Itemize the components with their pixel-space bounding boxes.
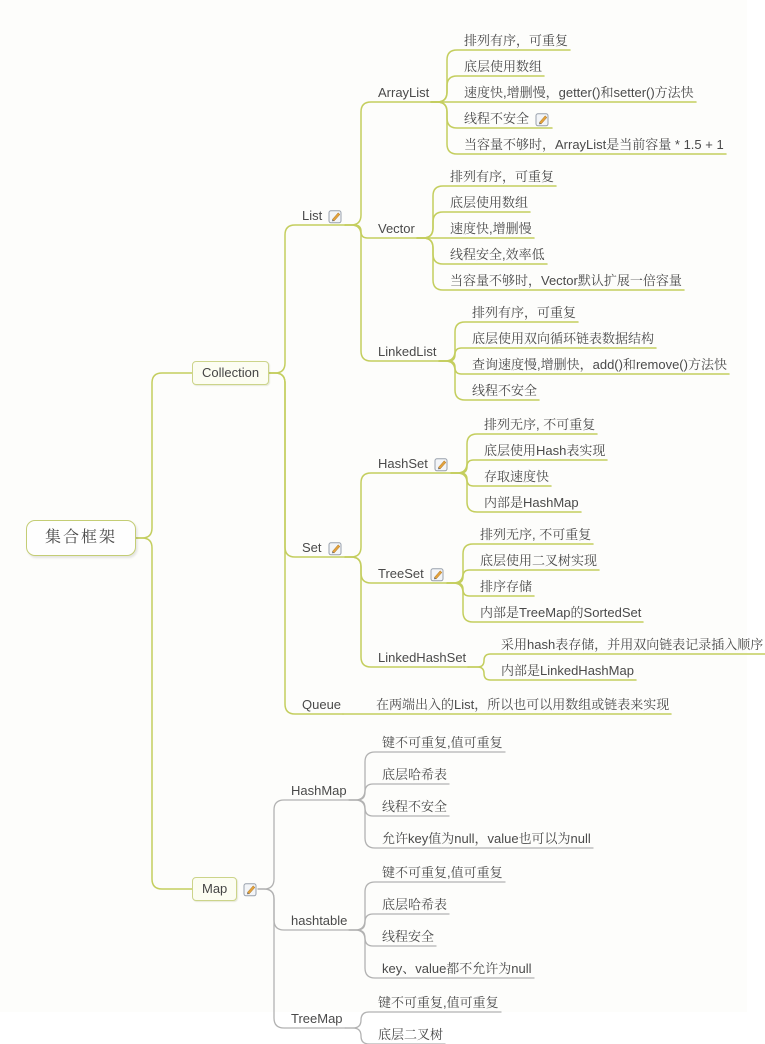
leaf-label: 内部是HashMap — [484, 495, 579, 510]
note-icon[interactable] — [434, 457, 449, 472]
leaf-label: 当容量不够时，Vector默认扩展一倍容量 — [450, 273, 682, 288]
connector-line — [258, 800, 349, 889]
leaf-label: 排列有序，可重复 — [464, 33, 569, 48]
root-topic-label: 集合框架 — [26, 520, 136, 556]
leaf-item[interactable] — [461, 58, 544, 76]
leaf-hash[interactable] — [481, 442, 607, 460]
topic-collection[interactable] — [192, 361, 269, 385]
leaf-item[interactable] — [379, 734, 505, 752]
leaf-label: 内部是TreeMap的SortedSet — [480, 605, 642, 620]
connector-line — [345, 102, 431, 225]
leaf-vector[interactable] — [447, 272, 684, 290]
leaf-label: 排列无序, 不可重复 — [480, 527, 592, 542]
leaf-label: 速度快,增删慢 — [450, 221, 532, 236]
leaf-hashmap[interactable] — [481, 494, 581, 512]
leaf-add-remove[interactable] — [469, 356, 729, 374]
note-icon-glyph — [434, 457, 449, 472]
leaf-label: 采用hash表存储，并用双向链表记录插入顺序 — [501, 637, 764, 652]
note-icon-glyph — [430, 567, 445, 582]
leaf-treemap-sortedset[interactable] — [477, 604, 643, 622]
leaf-label: 底层使用数组 — [450, 195, 529, 210]
topic-label: Set — [302, 540, 322, 555]
leaf-arraylist-1-5-1[interactable] — [461, 136, 726, 154]
topic-map[interactable] — [192, 877, 258, 901]
leaf-item[interactable] — [481, 416, 597, 434]
topic-hashmap[interactable] — [288, 782, 349, 800]
leaf-item[interactable] — [481, 468, 551, 486]
leaf-label: 底层使用Hash表实现 — [484, 443, 606, 458]
topic-vector[interactable] — [375, 220, 417, 238]
leaf-item[interactable] — [477, 552, 599, 570]
leaf-label: 线程不安全 — [472, 383, 538, 398]
connector-line — [136, 538, 192, 889]
leaf-label: 键不可重复,值可重复 — [378, 995, 499, 1010]
note-icon-glyph — [535, 112, 550, 127]
leaf-linkedhashmap[interactable] — [498, 662, 636, 680]
topic-hashset[interactable] — [375, 455, 451, 473]
leaf-list[interactable] — [373, 696, 671, 714]
note-icon[interactable] — [328, 541, 343, 556]
leaf-item[interactable] — [469, 330, 656, 348]
leaf-label: 线程不安全 — [464, 111, 530, 126]
connector-line — [345, 225, 439, 361]
leaf-item[interactable] — [375, 994, 501, 1012]
topic-arraylist[interactable] — [375, 84, 431, 102]
topic-treemap[interactable] — [288, 1010, 345, 1028]
leaf-label: 底层哈希表 — [382, 767, 448, 782]
connector-line — [258, 889, 348, 1028]
leaf-label: 排列有序，可重复 — [450, 169, 555, 184]
leaf-item[interactable] — [477, 578, 534, 596]
connector-line — [269, 373, 345, 557]
connector-line — [269, 225, 345, 373]
leaf-label: 当容量不够时，ArrayList是当前容量 * 1.5 + 1 — [464, 137, 724, 152]
leaf-item[interactable] — [379, 766, 449, 784]
topic-linkedlist[interactable] — [375, 343, 439, 361]
leaf-label: 允许key值为null，value也可以为null — [382, 831, 591, 846]
leaf-label: 内部是LinkedHashMap — [501, 663, 634, 678]
topic-label: Map — [192, 877, 237, 901]
leaf-label: 在两端出入的List，所以也可以用数组或链表来实现 — [376, 697, 670, 712]
topic-treeset[interactable] — [375, 565, 447, 583]
topic-label: HashSet — [378, 456, 428, 471]
leaf-hash[interactable] — [498, 636, 765, 654]
leaf-getter-setter[interactable] — [461, 84, 696, 102]
topic-label: Vector — [378, 221, 415, 236]
note-icon[interactable] — [535, 112, 550, 127]
note-icon[interactable] — [430, 567, 445, 582]
leaf-key-null-value-null[interactable] — [379, 830, 593, 848]
leaf-label: 排列有序，可重复 — [472, 305, 577, 320]
topic-label: hashtable — [291, 913, 348, 928]
connector-line — [345, 473, 451, 557]
topic-list[interactable] — [299, 207, 345, 225]
leaf-label: 键不可重复,值可重复 — [382, 865, 503, 880]
leaf-item[interactable] — [447, 246, 547, 264]
leaf-label: 排列无序, 不可重复 — [484, 417, 596, 432]
leaf-label: 速度快,增删慢，getter()和setter()方法快 — [464, 85, 694, 100]
leaf-label: 底层使用数组 — [464, 59, 543, 74]
leaf-item[interactable] — [379, 928, 436, 946]
leaf-label: 查询速度慢,增删快，add()和remove()方法快 — [472, 357, 727, 372]
leaf-key-value-null[interactable] — [379, 960, 534, 978]
leaf-label: 底层哈希表 — [382, 897, 448, 912]
topic-label: HashMap — [291, 783, 347, 798]
leaf-item[interactable] — [477, 526, 593, 544]
note-icon-glyph — [328, 209, 343, 224]
topic-queue[interactable] — [299, 696, 343, 714]
note-icon-glyph — [243, 882, 258, 897]
leaf-item[interactable] — [379, 864, 505, 882]
topic-label: ArrayList — [378, 85, 430, 100]
topic-hashtable[interactable] — [288, 912, 349, 930]
leaf-item[interactable] — [379, 896, 449, 914]
leaf-label: 线程安全,效率低 — [450, 247, 545, 262]
leaf-item[interactable] — [447, 168, 556, 186]
leaf-item[interactable] — [447, 220, 534, 238]
leaf-item[interactable] — [461, 110, 552, 128]
leaf-label: 底层二叉树 — [378, 1027, 444, 1042]
leaf-label: 键不可重复,值可重复 — [382, 735, 503, 750]
leaf-item[interactable] — [461, 32, 570, 50]
note-icon[interactable] — [243, 882, 258, 897]
connector-line — [136, 373, 192, 538]
topic-linkedhashset[interactable] — [375, 649, 468, 667]
leaf-label: 底层使用双向循环链表数据结构 — [472, 331, 655, 346]
topic-set[interactable] — [299, 539, 345, 557]
note-icon-glyph — [328, 541, 343, 556]
leaf-label: 存取速度快 — [484, 469, 550, 484]
leaf-label: 线程不安全 — [382, 799, 448, 814]
leaf-item[interactable] — [375, 1026, 445, 1044]
topic-label: LinkedList — [378, 344, 437, 359]
leaf-label: 底层使用二叉树实现 — [480, 553, 598, 568]
leaf-label: 线程安全 — [382, 929, 435, 944]
note-icon[interactable] — [328, 209, 343, 224]
topic-label: List — [302, 208, 323, 223]
topic-label: TreeMap — [291, 1011, 343, 1026]
leaf-item[interactable] — [469, 304, 578, 322]
topic-label: Collection — [192, 361, 269, 385]
leaf-label: 排序存储 — [480, 579, 533, 594]
leaf-item[interactable] — [379, 798, 449, 816]
leaf-item[interactable] — [447, 194, 530, 212]
leaf-label: key、value都不允许为null — [382, 961, 532, 976]
topic-label: TreeSet — [378, 566, 424, 581]
topic-label: Queue — [302, 697, 342, 712]
root-topic-topic[interactable] — [26, 520, 136, 556]
topic-label: LinkedHashSet — [378, 650, 467, 665]
leaf-item[interactable] — [469, 382, 539, 400]
